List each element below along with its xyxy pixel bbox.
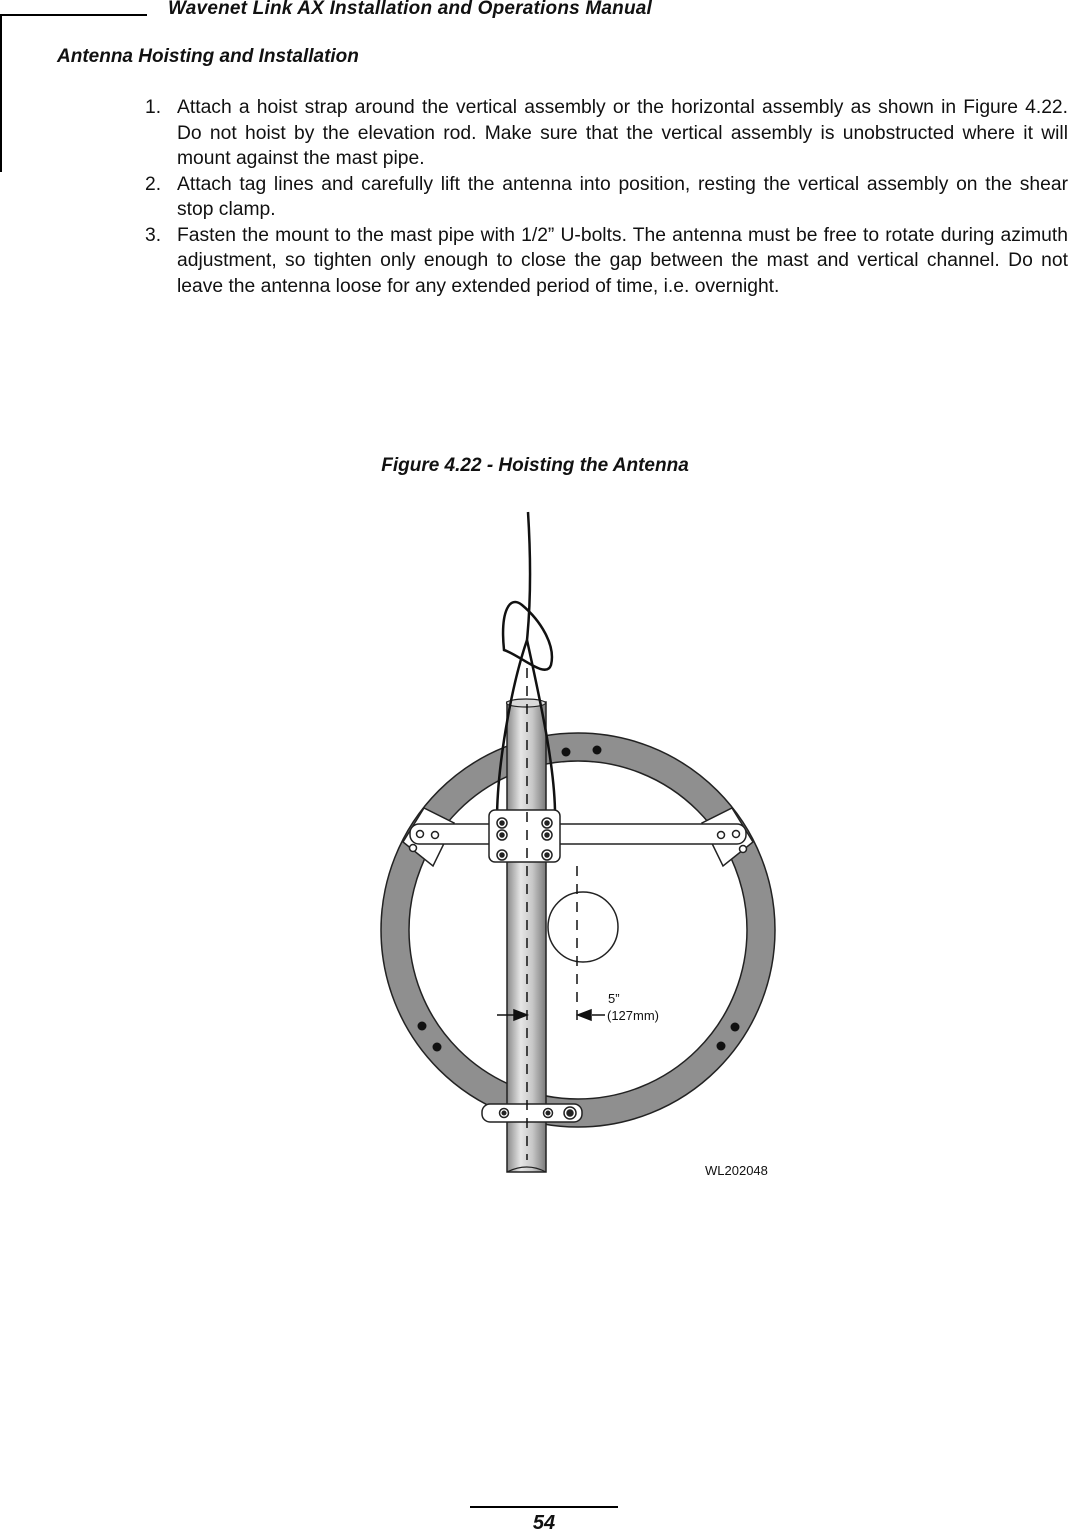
shear-stop-clamp bbox=[482, 1104, 582, 1122]
dimension-mm: (127mm) bbox=[607, 1008, 660, 1023]
horizontal-assembly bbox=[403, 808, 753, 866]
figure-caption: Figure 4.22 - Hoisting the Antenna bbox=[381, 455, 689, 476]
dimension-inches: 5” bbox=[608, 991, 620, 1006]
section-title: Antenna Hoisting and Installation bbox=[57, 46, 359, 67]
list-item bbox=[145, 172, 1068, 223]
step-text: Attach a hoist strap around the vertical assembly or the horizontal assembly as shown in Figure 4.22. Do not hoist by the elevation rod. Make sure that the vertical assembly is unobstructed where it will mount against the mast pipe. bbox=[177, 97, 1068, 169]
mount-plate bbox=[489, 810, 560, 862]
step-number: 2. bbox=[145, 173, 162, 195]
list-item bbox=[145, 95, 1068, 172]
header-rule bbox=[0, 14, 147, 16]
feed-circle bbox=[548, 892, 618, 962]
antenna-hoisting-diagram bbox=[360, 500, 800, 1200]
margin-rule bbox=[0, 14, 2, 172]
instruction-list bbox=[145, 95, 1068, 299]
document-title: Wavenet Link AX Installation and Operations Manual bbox=[168, 0, 653, 19]
page-number: 54 bbox=[532, 1512, 556, 1534]
step-text: Fasten the mount to the mast pipe with 1/2” U-bolts. The antenna must be free to rotate during azimuth adjustment, so tighten only enough to close the gap between the mast and vertical channel. Do not leave the antenna loose for any extended period of time, i.e. overnight. bbox=[177, 224, 1068, 297]
list-item bbox=[145, 223, 1068, 300]
step-number: 3. bbox=[145, 224, 162, 246]
footer-rule bbox=[470, 1506, 618, 1508]
drawing-id: WL202048 bbox=[705, 1163, 768, 1178]
step-number: 1. bbox=[145, 97, 162, 118]
step-text: Attach tag lines and carefully lift the antenna into position, resting the vertical assembly on the shear stop clamp. bbox=[177, 173, 1068, 220]
